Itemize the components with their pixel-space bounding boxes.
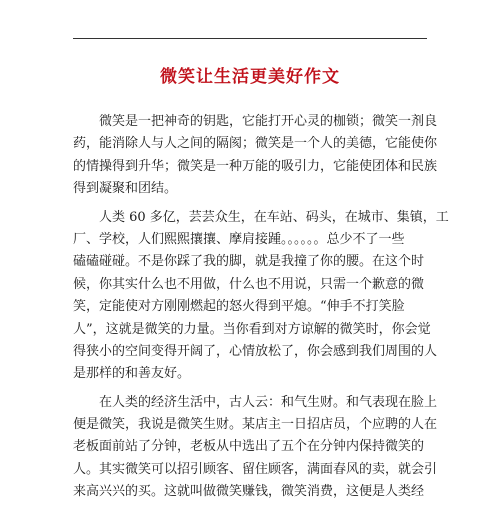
paragraph-2 [73, 207, 449, 386]
text-line: 在人类的经济生活中，古人云：和气生财。和气表现在脸上 [99, 394, 438, 410]
text-line: 来高兴兴的买。这就叫做微笑赚钱，微笑消费，这便是人类经 [73, 484, 425, 500]
paragraph-1 [73, 111, 438, 201]
document-title: 微笑让生活更美好作文 [160, 67, 340, 87]
text-line: 候，你其实什么也不用做，什么也不用说，只需一个歉意的微 [73, 276, 425, 292]
text-line: 人”，这就是微笑的力量。当你看到对方谅解的微笑时，你会觉 [73, 321, 431, 337]
text-line: 便是微笑，我说是微笑生财。某店主一日招店员，个应聘的人在 [73, 417, 438, 433]
text-line: 人。其实微笑可以招引顾客、留住顾客，满面春风的卖，就会引 [73, 461, 438, 477]
text-line: 微笑是一把神奇的钥匙，它能打开心灵的枷锁；微笑一剂良 [99, 114, 438, 129]
paragraph-3 [73, 392, 438, 504]
text-line: 得到凝聚和团结。 [73, 181, 178, 197]
text-line: 的情操得到升华；微笑是一种万能的吸引力，它能使团体和民族 [73, 158, 438, 174]
text-line: 得狭小的空间变得开阔了，心情放松了，你会感到我们周围的人 [73, 343, 438, 359]
text-line: 老板面前站了分钟，老板从中选出了五个在分钟内保持微笑的 [73, 439, 425, 455]
text-line: 人类 60 多亿，芸芸众生，在车站、码头，在城市、集镇，工 [99, 209, 449, 225]
text-line: 笑，定能使对方刚刚燃起的怒火得到平熄。“伸手不打笑脸 [73, 299, 405, 315]
text-line: 是那样的和善友好。 [73, 366, 191, 382]
document-body [73, 111, 449, 510]
text-line: 磕磕碰碰。不是你踩了我的脚，就是我撞了你的腰。在这个时 [73, 254, 425, 270]
header-rule [73, 38, 427, 39]
text-line: 厂、学校，人们熙熙攘攘、摩肩接踵。。。。。。总少不了一些 [73, 231, 405, 247]
text-line: 药，能消除人与人之间的隔阂；微笑是一个人的美德，它能使你 [73, 136, 438, 152]
